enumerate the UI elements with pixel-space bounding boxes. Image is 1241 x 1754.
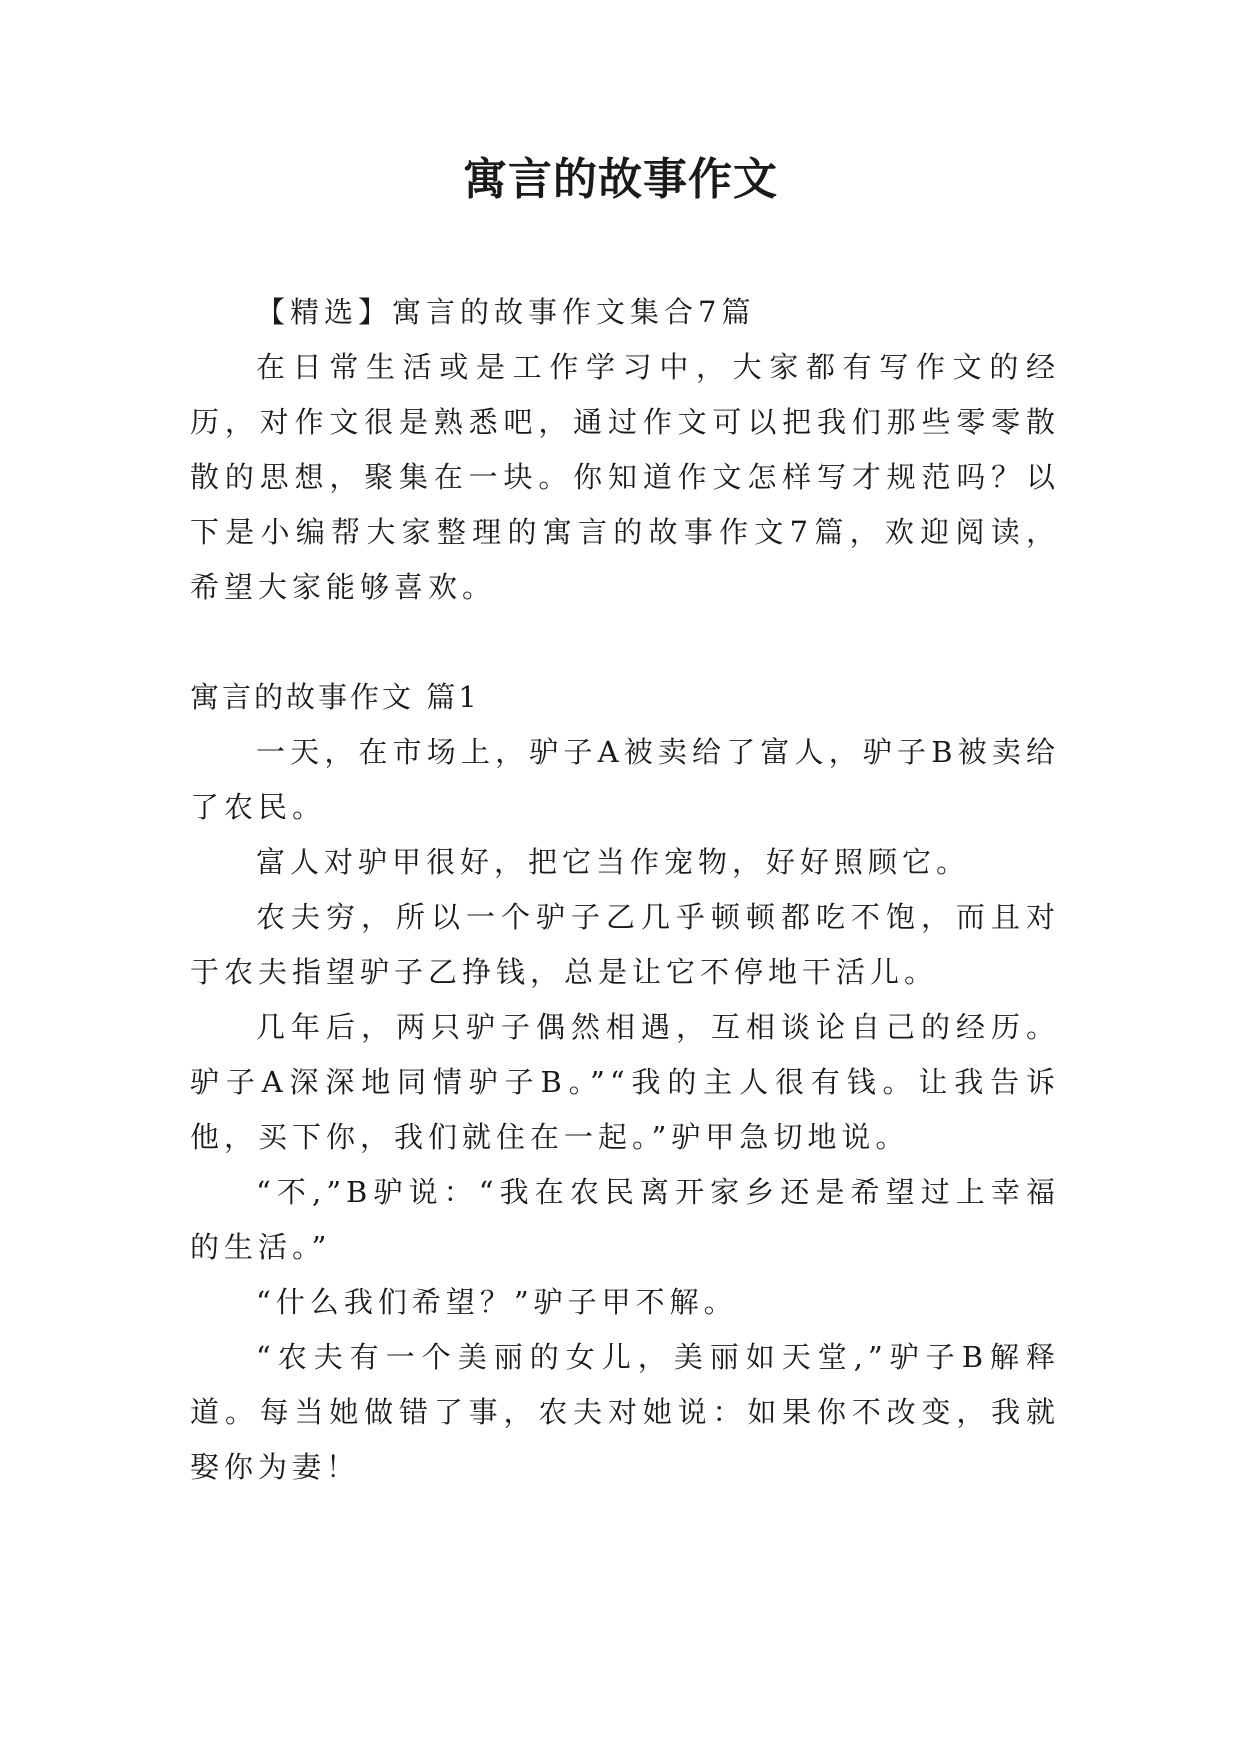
section-heading: 寓言的故事作文 篇1 xyxy=(190,680,480,714)
story-paragraph: “不,”B驴说：“我在农民离开家乡还是希望过上幸福的生活。” xyxy=(190,1175,1060,1264)
story-paragraph: “农夫有一个美丽的女儿，美丽如天堂,”驴子B解释道。每当她做错了事，农夫对她说：如果你不改变，我就娶你为妻！ xyxy=(190,1340,1060,1484)
story-paragraph: “什么我们希望？”驴子甲不解。 xyxy=(256,1285,738,1319)
story-paragraph: 富人对驴甲很好，把它当作宠物，好好照顾它。 xyxy=(256,845,971,879)
story-paragraph: 农夫穷，所以一个驴子乙几乎顿顿都吃不饱，而且对于农夫指望驴子乙挣钱，总是让它不停地干活儿。 xyxy=(190,900,1060,989)
document-title: 寓言的故事作文 xyxy=(463,154,778,205)
story-paragraph: 一天，在市场上，驴子A被卖给了富人，驴子B被卖给了农民。 xyxy=(190,735,1060,824)
document-body xyxy=(190,285,1060,1495)
intro-paragraph: 在日常生活或是工作学习中，大家都有写作文的经历，对作文很是熟悉吧，通过作文可以把我们那些零零散散的思想，聚集在一块。你知道作文怎样写才规范吗？以下是小编帮大家整理的寓言的故事作文7篇，欢迎阅读，希望大家能够喜欢。 xyxy=(190,350,1060,604)
story-paragraph: 几年后，两只驴子偶然相遇，互相谈论自己的经历。驴子A深深地同情驴子B。”“我的主人很有钱。让我告诉他，买下你，我们就住在一起。”驴甲急切地说。 xyxy=(190,1010,1060,1154)
subtitle-line: 【精选】寓言的故事作文集合7篇 xyxy=(256,295,756,329)
